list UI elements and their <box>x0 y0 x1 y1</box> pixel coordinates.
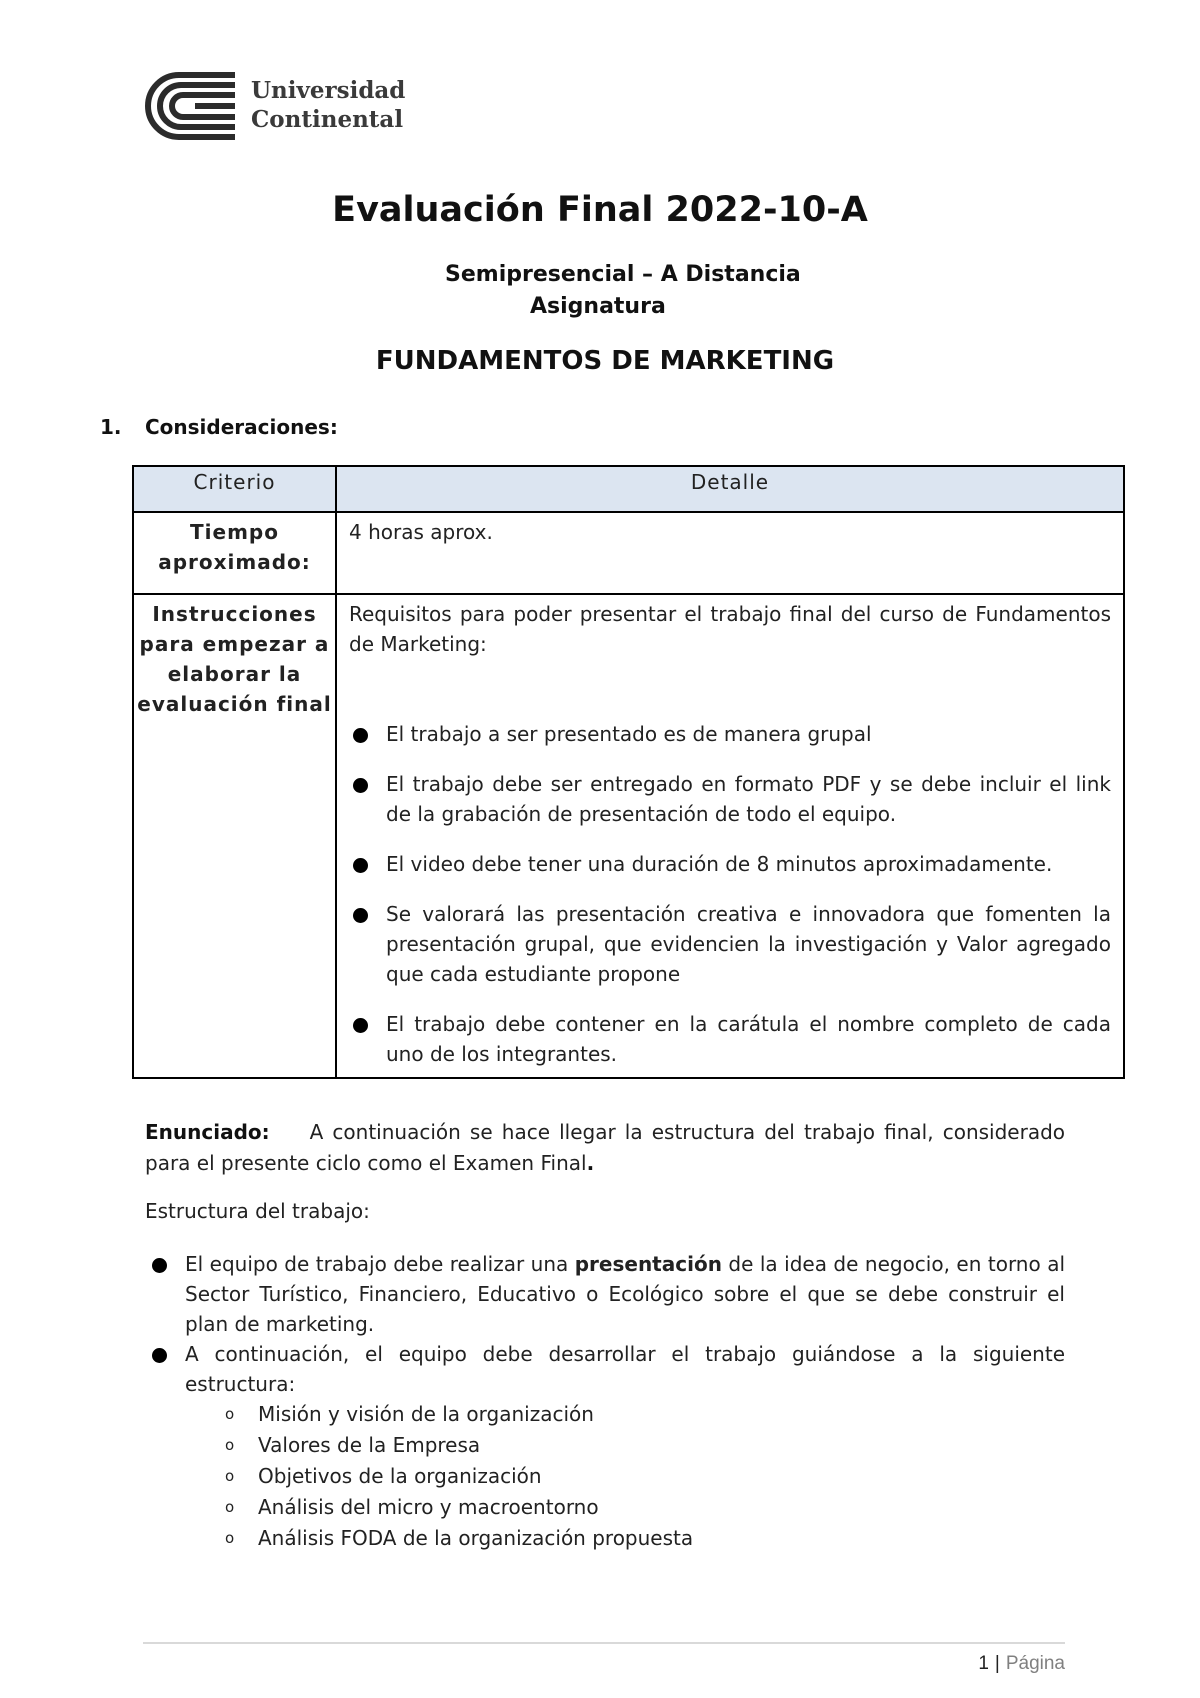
structure-list <box>145 1249 1065 1554</box>
bullet-icon <box>353 778 368 793</box>
sub-list-item: o Objetivos de la organización <box>258 1461 1065 1492</box>
modality-subtitle: Semipresencial – A Distancia <box>445 262 801 287</box>
enunciado-paragraph <box>145 1117 1065 1179</box>
bullet-icon <box>353 1018 368 1033</box>
page-footer <box>978 1653 1065 1675</box>
table-row <box>133 512 1124 594</box>
logo-line-2: Continental <box>251 106 404 133</box>
continental-logo-icon <box>143 70 239 142</box>
enunciado-label: Enunciado: <box>145 1120 270 1144</box>
criteria-table <box>132 465 1125 1079</box>
row-label-instructions: Instrucciones para empezar a elaborar la evaluación final <box>133 594 336 1078</box>
circle-bullet-icon: o <box>225 1436 235 1454</box>
structure-heading: Estructura del trabajo: <box>145 1199 370 1223</box>
subject-label: Asignatura <box>530 294 666 319</box>
footer-separator: | <box>994 1653 1000 1674</box>
circle-bullet-icon: o <box>225 1529 235 1547</box>
sub-list-item: o Misión y visión de la organización <box>258 1399 1065 1430</box>
list-item: El trabajo a ser presentado es de manera grupal <box>349 719 1111 749</box>
circle-bullet-icon: o <box>225 1405 235 1423</box>
sub-list-item: o Análisis FODA de la organización propuesta <box>258 1523 1065 1554</box>
logo-line-1: Universidad <box>251 77 406 104</box>
logo-wordmark <box>251 76 405 134</box>
bullet-icon <box>353 908 368 923</box>
circle-bullet-icon: o <box>225 1467 235 1485</box>
university-logo <box>143 70 406 142</box>
section-title: Consideraciones: <box>145 415 338 439</box>
bullet-icon <box>152 1258 167 1273</box>
sub-list-item: o Valores de la Empresa <box>258 1430 1065 1461</box>
list-item: El trabajo debe contener en la carátula el nombre completo de cada uno de los integrantes. <box>349 1009 1111 1069</box>
list-item: Se valorará las presentación creativa e innovadora que fomenten la presentación grupal, que evidencien la investigación y Valor agregado que cada estudiante propone <box>349 899 1111 989</box>
requirements-intro: Requisitos para poder presentar el trabajo final del curso de Fundamentos de Marketing: <box>349 602 1111 656</box>
header-criterio: Criterio <box>133 466 336 512</box>
page-label: Página <box>1005 1653 1065 1674</box>
structure-sublist <box>185 1399 1065 1554</box>
sub-list-item: o Análisis del micro y macroentorno <box>258 1492 1065 1523</box>
row-detail-time: 4 horas aprox. <box>336 512 1124 594</box>
row-detail-instructions <box>336 594 1124 1078</box>
list-item: El video debe tener una duración de 8 minutos aproximadamente. <box>349 849 1111 879</box>
footer-divider <box>143 1642 1065 1644</box>
enunciado-end: . <box>586 1151 595 1175</box>
enunciado-text: A continuación se hace llegar la estructura del trabajo final, considerado para el presente ciclo como el Examen Final <box>145 1120 1065 1175</box>
row-label-time: Tiempo aproximado: <box>133 512 336 594</box>
header-detalle: Detalle <box>336 466 1124 512</box>
bullet-icon <box>353 728 368 743</box>
circle-bullet-icon: o <box>225 1498 235 1516</box>
list-item: A continuación, el equipo debe desarrollar el trabajo guiándose a la siguiente estructura: o Misión y visión de la organización o Valores de la Empresa o Objetivos de la organización o Análisis del micro y macroentorno o Análisis FODA de la organización propuesta <box>145 1339 1065 1554</box>
bullet-icon <box>353 858 368 873</box>
section-heading <box>100 415 338 439</box>
bullet-icon <box>152 1348 167 1363</box>
page-number: 1 <box>978 1653 989 1674</box>
table-header-row <box>133 466 1124 512</box>
section-number: 1. <box>100 415 122 439</box>
list-item: El equipo de trabajo debe realizar una presentación de la idea de negocio, en torno al Sector Turístico, Financiero, Educativo o Ecológico sobre el que se debe construir el plan de marketing. <box>145 1249 1065 1339</box>
course-title: FUNDAMENTOS DE MARKETING <box>375 346 835 376</box>
emphasis-text: presentación <box>574 1252 722 1276</box>
list-item: El trabajo debe ser entregado en formato PDF y se debe incluir el link de la grabación de presentación de todo el equipo. <box>349 769 1111 829</box>
document-title: Evaluación Final 2022-10-A <box>332 190 868 230</box>
requirements-list <box>349 719 1111 1069</box>
table-row <box>133 594 1124 1078</box>
